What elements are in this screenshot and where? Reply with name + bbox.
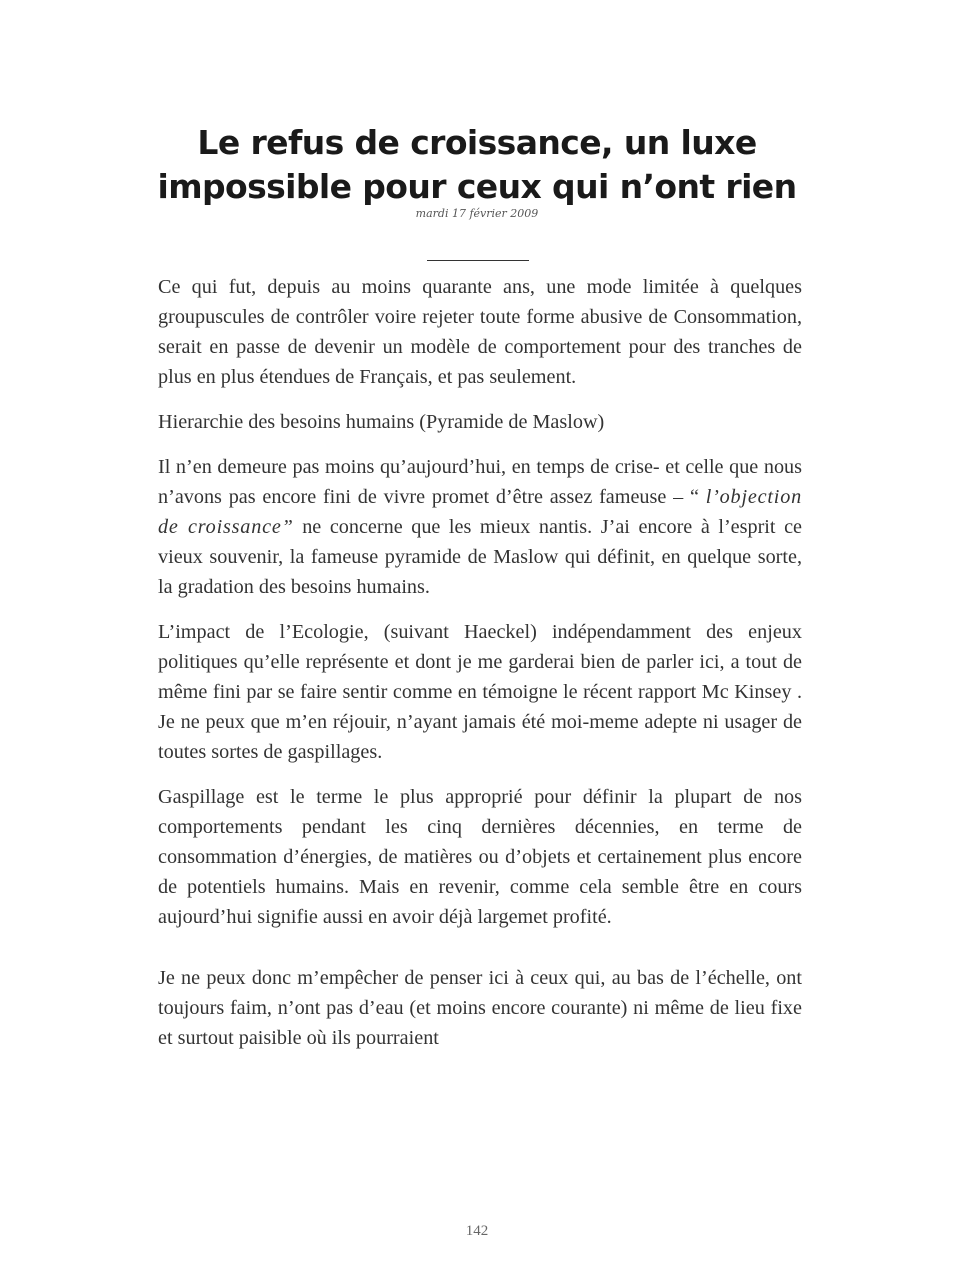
objection-de-croissance-quote: l’objection de croissance” xyxy=(158,486,802,538)
paragraph-crisis xyxy=(158,452,802,602)
article-title xyxy=(120,121,834,209)
paragraph-intro: Ce qui fut, depuis au moins quarante ans, une mode limitée à quelques groupuscules de contrôler voire rejeter toute forme abusive de Consommation, serait en passe de devenir un modèle de comportement pour des tranches de plus en plus étendues de Français, et pas seulement. xyxy=(158,276,802,388)
paragraph-ecologie: L’impact de l’Ecologie, (suivant Haeckel) indépendamment des enjeux politiques qu’elle représente et dont je me garderai bien de parler ici, a tout de même fini par se faire sentir comme en témoigne le récent rapport Mc Kinsey . Je ne peux que m’en réjouir, n’ayant jamais été moi-meme adepte ni usager de toutes sortes de gaspillages. xyxy=(158,621,802,763)
page-number: 142 xyxy=(465,1223,489,1239)
title-separator xyxy=(427,260,529,261)
paragraph-echelle: Je ne peux donc m’empêcher de penser ici à ceux qui, au bas de l’échelle, ont toujours faim, n’ont pas d’eau (et moins encore courante) ni même de lieu fixe et surtout paisible où ils pourraient xyxy=(158,967,802,1049)
paragraph-maslow-caption: Hierarchie des besoins humains (Pyramide de Maslow) xyxy=(158,411,605,433)
title-line-2: impossible pour ceux qui n’ont rien xyxy=(157,167,797,206)
title-line-1: Le refus de croissance, un luxe xyxy=(197,123,757,162)
paragraph-gaspillage: Gaspillage est le terme le plus approprié pour définir la plupart de nos comportements pendant les cinq dernières décennies, en terme de consommation d’énergies, de matières ou d’objets et certainement plus encore de potentiels humains. Mais en revenir, comme cela semble être en cours aujourd’hui signifie aussi en avoir déjà largemet profité. xyxy=(158,786,802,928)
article-date: mardi 17 février 2009 xyxy=(415,207,539,220)
article-body xyxy=(158,272,802,1068)
paragraph-crisis-start: Il n’en demeure pas moins qu’aujourd’hui, en temps de crise- et celle que nous n’avons pas encore fini de vivre promet d’être assez fameuse – “ xyxy=(158,456,802,508)
paragraph-crisis-end: ne concerne que les mieux nantis. J’ai encore à l’esprit ce vieux souvenir, la fameuse pyramide de Maslow qui définit, en quelque sorte, la gradation des besoins humains. xyxy=(158,516,802,598)
